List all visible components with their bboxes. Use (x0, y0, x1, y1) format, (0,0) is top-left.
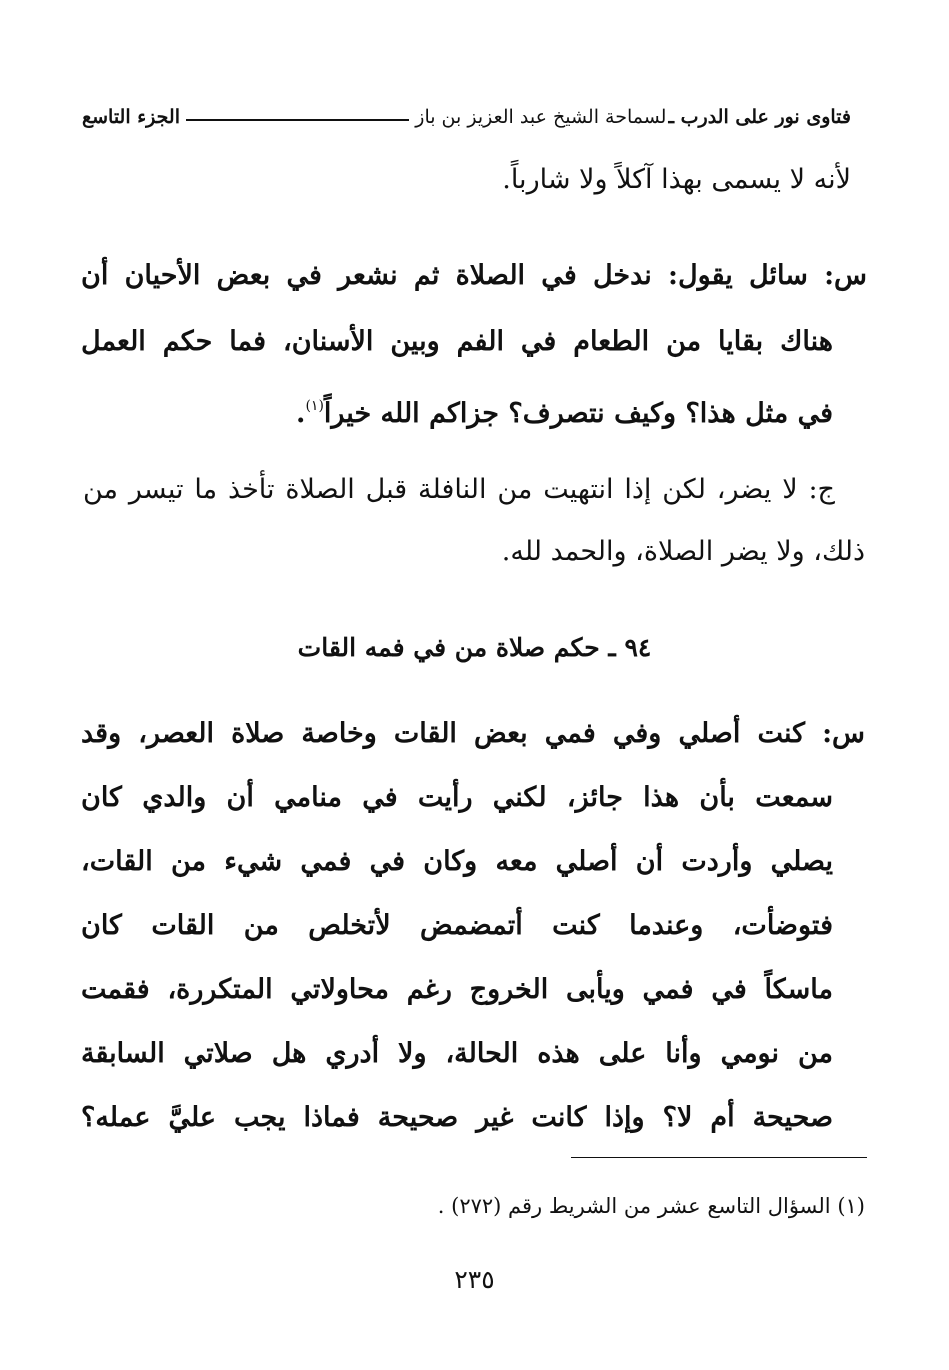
author-name: لسماحة الشيخ عبد العزيز بن باز (415, 106, 667, 128)
footnote-separator (571, 1157, 867, 1158)
question-2-line-3: يصلي وأردت أن أصلي معه وكان في فمي شيء من القات، (81, 846, 833, 877)
continuation-text: لأنه لا يسمى بهذا آكلاً ولا شارباً. (502, 164, 851, 195)
volume-label: الجزء التاسع (82, 106, 180, 128)
footnote-marker: (١) (305, 398, 324, 414)
running-header (82, 100, 851, 134)
question-2-line-2: سمعت بأن هذا جائز، لكني رأيت في منامي أن والدي كان (81, 782, 833, 813)
header-rule (186, 119, 409, 121)
question-1-end: . (296, 398, 306, 429)
footnote-text: (١) السؤال التاسع عشر من الشريط رقم (٢٧٢) . (437, 1194, 865, 1218)
question-1-line-3-text: في مثل هذا؟ وكيف نتصرف؟ جزاكم الله خيراً (323, 398, 833, 429)
question-1-line-3 (296, 386, 833, 434)
question-2-line-1: س: كنت أصلي وفي فمي بعض القات وخاصة صلاة العصر، وقد (81, 718, 865, 749)
question-2-line-5: ماسكاً في فمي ويأبى الخروج رغم محاولاتي المتكررة، فقمت (81, 974, 833, 1005)
question-1-line-2: هناك بقايا من الطعام في الفم وبين الأسنان، فما حكم العمل (81, 326, 833, 357)
question-2-line-7: صحيحة أم لا؟ وإذا كانت غير صحيحة فماذا يجب عليَّ عمله؟ (81, 1102, 833, 1133)
answer-1-line-2: ذلك، ولا يضر الصلاة، والحمد لله. (501, 536, 865, 567)
section-title: ٩٤ ـ حكم صلاة من في فمه القات (297, 633, 652, 662)
page-number: ٢٣٥ (454, 1265, 495, 1294)
question-1-line-1: س: سائل يقول: ندخل في الصلاة ثم نشعر في بعض الأحيان أن (81, 260, 867, 291)
answer-1-line-1: ج: لا يضر، لكن إذا انتهيت من النافلة قبل الصلاة تأخذ ما تيسر من (83, 474, 835, 505)
question-2-line-4: فتوضأت، وعندما كنت أتمضمض لأتخلص من القات كان (81, 910, 833, 941)
question-2-line-6: من نومي وأنا على هذه الحالة، ولا أدري هل صلاتي السابقة (81, 1038, 833, 1069)
book-title: فتاوى نور على الدرب ـ (668, 106, 851, 128)
